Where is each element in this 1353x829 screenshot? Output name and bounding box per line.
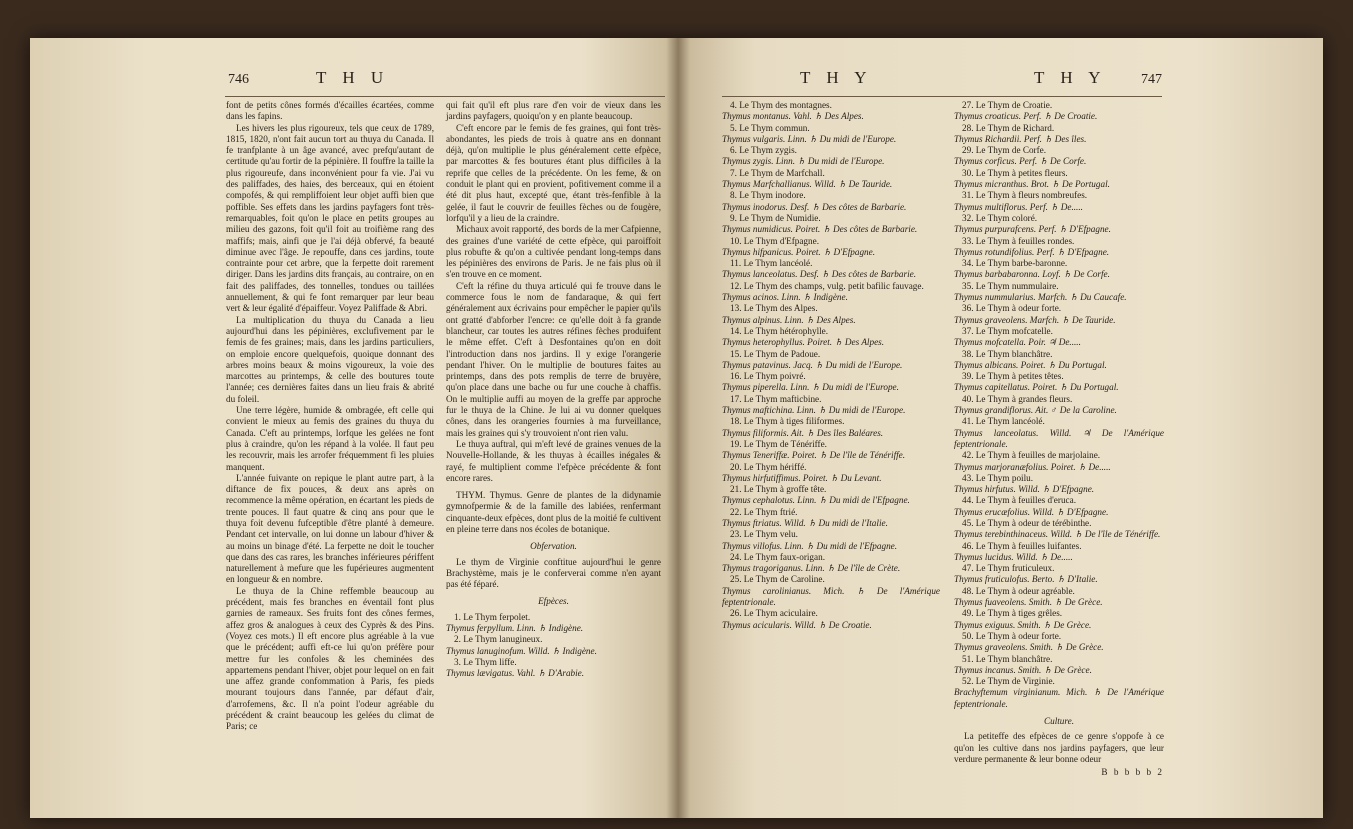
species-name: 13. Le Thym des Alpes. <box>730 303 818 314</box>
species-latin: Thymus vulgaris. Linn. ♄ Du midi de l'Europe. <box>722 133 897 144</box>
species-entry <box>722 394 940 417</box>
species-name: 3. Le Thym liffe. <box>454 656 517 667</box>
species-name: 10. Le Thym d'Efpagne. <box>730 235 819 246</box>
species-entry <box>954 145 1164 168</box>
right-page <box>678 38 1323 818</box>
species-name: 5. Le Thym commun. <box>730 122 810 133</box>
paragraph: L'année fuivante on repique le plant autre part, à la diftance de fix pouces, & deux ans après on recommence la même opération, en écartant les pieds de trente pouces. Il faut quatre & cinq ans pour que le thuya foit devenu fufceptible d'être planté à demeure. Pendant cet intervalle, on lui donne un labour d'hiver & au moins un binage d'été. La ferpette ne doit le toucher que dans des cas rares, les branches inférieures périffent naturellement à mefure que les fupérieures augmentent en longueur & en nombre. <box>226 472 434 585</box>
species-entry <box>954 586 1164 609</box>
left-column-2 <box>446 100 661 680</box>
paragraph: Le thuya auftral, qui m'eft levé de graines venues de la Nouvelle-Hollande, & les thuyas à écailles inégales & rayé, fe multiplient comme l'efpèce précédente & font encore rares. <box>446 438 661 483</box>
species-entry <box>954 281 1164 304</box>
species-latin: Thymus croaticus. Perf. ♄ De Croatie. <box>954 111 1098 122</box>
species-name: 29. Le Thym de Corfe. <box>962 145 1047 156</box>
species-name: 28. Le Thym de Richard. <box>962 122 1055 133</box>
species-entry <box>722 574 940 608</box>
paragraph: Les hivers les plus rigoureux, tels que ceux de 1789, 1815, 1820, n'ont fait aucun tort au thuya du Canada. Il fe tranfplante à un âge avancé, avec prefqu'autant de certitude qu'au fortir de la pépinière. Il fouffre la taille la plus rigoureufe, dans inconvénient pour fa vie. J'ai vu des paliffades, des haies, des berceaux, qui en étoient compofés, & qui rempliffoient leur objet auffi bien que poffible. Ses effets dans les jardins payfagers font très-remarquables, foit qu'on le place en petits groupes au milieu des gazons, foit qu'il foit au troifième rang des maffifs; mais, ainfi que je l'ai déjà obfervé, fa beauté diminue avec l'âge. Je repouffe, dans ces jardins, toute contrainte pour cet arbre, que la ferpette doit rarement diriger. Dans les jardins dits français, au contraire, on en fait des paliffades, des tonnelles, tondues ou taillées annuellement, & qui fe font remarquer par leur beau vert & leur égalité d'épaiffeur. Voyez Paliffade & Abri. <box>226 122 434 314</box>
species-entry <box>722 123 940 146</box>
paragraph: Le thuya de la Chine reffemble beaucoup au précédent, mais fes branches en éventail font plus garnies de rameaux. Ses fruits font des cônes fermes, affez gros & analogues à ceux des Cyprès & des Pins. (Voyez ces mots.) Il eft encore plus agréable à la vue que le précédent; auffi eft-ce lui qu'on préfère pour mettre fur les confoles & les cheminées des appartemens pendant l'hiver, objet pour lequel on en fait une affez grande confommation à Paris, fes pieds mourant toujours dans l'année, par défaut d'air, d'arrofemens, &c. Il n'a point l'odeur agréable du précédent & craint beaucoup les gelées du climat de Paris; ce <box>226 585 434 732</box>
signature-mark: B b b b b 2 <box>1101 767 1164 778</box>
paragraph: La multiplication du thuya du Canada a lieu aujourd'hui dans les pépinières, exclufivement par le femis de fes graines; mais, dans les jardins particuliers, on emploie encore quelquefois, quoique donnant des arbres moins beaux & moins vigoureux, la voie des marcottes au printemps, & celle des boutures toute l'année; ces dernières faites dans un lieu frais & abrité du foleil. <box>226 314 434 404</box>
species-latin: Thymus villofus. Linn. ♄ Du midi de l'Efpagne. <box>722 540 898 551</box>
species-entry <box>722 100 940 123</box>
species-name: 47. Le Thym fruticuleux. <box>962 563 1055 574</box>
species-name: 11. Le Thym lancéolé. <box>730 258 813 269</box>
species-entry <box>722 552 940 575</box>
species-name: 48. Le Thym à odeur agréable. <box>962 585 1075 596</box>
species-latin: Thymus acinos. Linn. ♄ Indigène. <box>722 292 848 303</box>
species-latin: Thymus lanuginofum. Willd. ♄ Indigène. <box>446 645 597 656</box>
section-heading: Obfervation. <box>530 541 577 552</box>
species-name: 22. Le Thym ftrié. <box>730 506 798 517</box>
species-entry <box>954 450 1164 473</box>
species-latin: Thymus acicularis. Willd. ♄ De Croatie. <box>722 619 872 630</box>
left-column-1 <box>226 100 434 733</box>
header-rule-right <box>722 96 1162 97</box>
left-page <box>30 38 678 818</box>
species-entry <box>954 631 1164 654</box>
species-name: 25. Le Thym de Caroline. <box>730 574 825 585</box>
species-name: 6. Le Thym zygis. <box>730 145 797 156</box>
species-entry <box>954 563 1164 586</box>
species-entry <box>954 495 1164 518</box>
species-latin: Thymus Richardii. Perf. ♄ Des îles. <box>954 133 1087 144</box>
species-latin: Thymus mofcatella. Poir. ♃ De..... <box>954 337 1081 348</box>
species-name: 52. Le Thym de Virginie. <box>962 676 1055 687</box>
species-name: 15. Le Thym de Padoue. <box>730 348 821 359</box>
species-name: 38. Le Thym blanchâtre. <box>962 348 1053 359</box>
species-entry <box>954 123 1164 146</box>
paragraph: Une terre légère, humide & ombragée, eft celle qui convient le mieux au femis des graines du thuya du Canada. C'eft au printemps, lorfque les gelées ne font plus à craindre, qu'on les répand à la volée. Il faut peu les recouvrir, mais les arrofer fréquemment fi les pluies manquent. <box>226 405 434 472</box>
species-name: 36. Le Thym à odeur forte. <box>962 303 1062 314</box>
species-entry <box>722 190 940 213</box>
species-name: 44. Le Thym à feuilles d'eruca. <box>962 495 1076 506</box>
species-latin: Thymus graveolens. Smith. ♄ De Grèce. <box>954 642 1104 653</box>
species-name: 23. Le Thym velu. <box>730 529 798 540</box>
species-entry <box>722 608 940 631</box>
species-latin: Thymus filiformis. Ait. ♄ Des îles Baléares. <box>722 427 884 438</box>
species-latin: Thymus numidicus. Poiret. ♄ Des côtes de Barbarie. <box>722 224 918 235</box>
species-latin: Thymus micranthus. Brot. ♄ De Portugal. <box>954 179 1110 190</box>
species-latin: Thymus exiguus. Smith. ♄ De Grèce. <box>954 619 1092 630</box>
species-name: 50. Le Thym à odeur forte. <box>962 630 1062 641</box>
species-name: 34. Le Thym barbe-baronne. <box>962 258 1068 269</box>
species-name: 18. Le Thym à tiges filiformes. <box>730 416 845 427</box>
species-latin: Thymus multiflorus. Perf. ♄ De..... <box>954 201 1083 212</box>
species-latin: Thymus nummularius. Marfch. ♄ Du Caucafe. <box>954 292 1127 303</box>
species-entry <box>722 213 940 236</box>
page-number-left: 746 <box>228 72 249 87</box>
page-number-right: 747 <box>1141 72 1162 87</box>
species-latin: Thymus lucidus. Willd. ♄ De..... <box>954 551 1073 562</box>
species-entry <box>722 416 940 439</box>
species-latin: Thymus ftriatus. Willd. ♄ Du midi de l'Italie. <box>722 517 888 528</box>
species-latin: Thymus terebinthinaceus. Willd. ♄ De l'île de Ténériffe. <box>954 529 1161 540</box>
species-entry <box>954 394 1164 417</box>
species-entry <box>954 608 1164 631</box>
species-name: 16. Le Thym poivré. <box>730 371 806 382</box>
header-rule-left <box>225 96 665 97</box>
species-latin: Thymus hirfutiffimus. Poiret. ♄ Du Levant. <box>722 472 882 483</box>
species-name: 19. Le Thym de Ténériffe. <box>730 438 827 449</box>
paragraph: La petiteffe des efpèces de ce genre s'oppofe à ce qu'on les cultive dans nos jardins payfagers, que leur verdure permanente & leur bonne odeur <box>954 731 1164 764</box>
species-entry <box>954 168 1164 191</box>
species-name: 26. Le Thym aciculaire. <box>730 608 818 619</box>
species-name: 41. Le Thym lancéolé. <box>962 416 1045 427</box>
paragraph: font de petits cônes formés d'écailles écartées, comme dans les fapins. <box>226 100 434 122</box>
species-latin: Thymus grandiflorus. Ait. ♂ De la Caroline. <box>954 405 1117 416</box>
species-name: 39. Le Thym à petites têtes. <box>962 371 1064 382</box>
species-name: 30. Le Thym à petites fleurs. <box>962 167 1068 178</box>
species-latin: Thymus fuaveolens. Smith. ♄ De Grèce. <box>954 597 1103 608</box>
species-entry <box>954 676 1164 710</box>
species-latin: Thymus graveolens. Marfch. ♄ De Tauride. <box>954 314 1116 325</box>
species-entry <box>446 612 661 635</box>
species-entry <box>722 507 940 530</box>
species-name: 37. Le Thym mofcatelle. <box>962 325 1053 336</box>
species-name: 14. Le Thym hétérophylle. <box>730 325 829 336</box>
species-latin: Thymus albicans. Poiret. ♄ Du Portugal. <box>954 359 1107 370</box>
species-latin: Thymus corficus. Perf. ♄ De Corfe. <box>954 156 1087 167</box>
species-name: 49. Le Thym à tiges grêles. <box>962 608 1063 619</box>
right-column-1 <box>722 100 940 631</box>
species-entry <box>954 100 1164 123</box>
species-name: 46. Le Thym à feuilles luifantes. <box>962 540 1082 551</box>
species-entry <box>954 371 1164 394</box>
species-entry <box>722 326 940 349</box>
species-name: 43. Le Thym poilu. <box>962 472 1034 483</box>
species-entry <box>722 349 940 372</box>
running-header-right-1: T H Y <box>800 68 873 87</box>
species-entry <box>954 349 1164 372</box>
species-name: 21. Le Thym à groffe tête. <box>730 484 827 495</box>
species-name: 51. Le Thym blanchâtre. <box>962 653 1053 664</box>
section-heading: Efpèces. <box>538 596 569 607</box>
species-name: 1. Le Thym ferpolet. <box>454 611 531 622</box>
species-name: 8. Le Thym inodore. <box>730 190 806 201</box>
species-entry <box>954 326 1164 349</box>
paragraph: C'eft encore par le femis de fes graines, qui font très-abondantes, les pieds de trois à quatre ans en donnant déjà, qu'on multiplie le plus généralement cette efpèce, par marcottes & fes boutures étant plus difficiles à la reprife que celles de la précédente. On les feme, & on conduit le plant qui en provient, pofitivement comme il a été dit plus haut, excepté que, étant très-fenfible à la gelée, il faut le couvrir de feuilles fèches ou de fougère, lorfqu'il y a lieu de la craindre. <box>446 122 661 223</box>
species-name: 32. Le Thym coloré. <box>962 212 1038 223</box>
paragraph: Michaux avoit rapporté, des bords de la mer Cafpienne, des graines d'une variété de cette efpèce, qui paroiffoit plus robufte & qu'on a cultivée pendant long-temps dans les pépinières des environs de Paris. Je ne fais plus où il s'en trouve en ce moment. <box>446 224 661 280</box>
running-header-left: T H U <box>316 68 390 87</box>
species-latin: Thymus lanceolatus. Willd. ♃ De l'Amérique feptentrionale. <box>954 427 1164 449</box>
species-name: 42. Le Thym à feuilles de marjolaine. <box>962 450 1101 461</box>
species-entry <box>722 145 940 168</box>
species-latin: Thymus hifpanicus. Poiret. ♄ D'Efpagne. <box>722 246 876 257</box>
species-latin: Thymus marjoranæfolius. Poiret. ♄ De..... <box>954 461 1111 472</box>
species-entry <box>722 439 940 462</box>
species-entry <box>722 303 940 326</box>
species-entry <box>722 258 940 281</box>
species-latin: Thymus incanus. Smith. ♄ De Grèce. <box>954 664 1092 675</box>
species-entry <box>954 416 1164 450</box>
species-latin: Thymus zygis. Linn. ♄ Du midi de l'Europe. <box>722 156 885 167</box>
paragraph: Le thym de Virginie conftitue aujourd'hui le genre Brachystème, mais je le conferverai comme n'en ayant pas été féparé. <box>446 556 661 590</box>
species-latin: Thymus erucæfolius. Willd. ♄ D'Efpagne. <box>954 506 1109 517</box>
species-latin: Brachyftemum virginianum. Mich. ♄ De l'Amérique feptentrionale. <box>954 687 1164 709</box>
species-latin: Thymus lanceolatus. Desf. ♄ Des côtes de Barbarie. <box>722 269 917 280</box>
species-latin: Thymus patavinus. Jacq. ♄ Du midi de l'Europe. <box>722 359 903 370</box>
species-name: 27. Le Thym de Croatie. <box>962 100 1053 110</box>
species-entry <box>722 462 940 485</box>
species-entry <box>722 168 940 191</box>
species-entry <box>722 236 940 259</box>
species-latin: Thymus rotundifolius. Perf. ♄ D'Efpagne. <box>954 246 1110 257</box>
species-latin: Thymus heterophyllus. Poiret. ♄ Des Alpes. <box>722 337 885 348</box>
species-latin: Thymus lævigatus. Vahl. ♄ D'Arabie. <box>446 668 585 679</box>
species-entry <box>954 473 1164 496</box>
species-name: 9. Le Thym de Numidie. <box>730 212 821 223</box>
species-name: 24. Le Thym faux-origan. <box>730 551 825 562</box>
species-latin: Thymus maftichina. Linn. ♄ Du midi de l'Europe. <box>722 405 906 416</box>
open-book <box>30 38 1323 818</box>
section-heading: Culture. <box>1043 716 1075 727</box>
book-gutter <box>666 38 690 818</box>
species-latin: Thymus inodorus. Desf. ♄ Des côtes de Barbarie. <box>722 201 907 212</box>
species-list <box>954 100 1164 710</box>
species-latin: Thymus Marfchallianus. Willd. ♄ De Tauride. <box>722 179 893 190</box>
species-latin: Thymus Teneriffæ. Poiret. ♄ De l'île de Ténériffe. <box>722 450 906 461</box>
species-entry <box>954 258 1164 281</box>
species-latin: Thymus tragoriganus. Linn. ♄ De l'île de Crète. <box>722 563 901 574</box>
species-name: 2. Le Thym lanugineux. <box>454 634 543 645</box>
species-entry <box>446 657 661 680</box>
species-name: 4. Le Thym des montagnes. <box>730 100 832 110</box>
species-latin: Thymus montanus. Vahl. ♄ Des Alpes. <box>722 111 864 122</box>
species-latin: Thymus ferpyllum. Linn. ♄ Indigène. <box>446 623 584 634</box>
species-latin: Thymus hirfutus. Willd. ♄ D'Efpagne. <box>954 484 1095 495</box>
species-entry <box>954 236 1164 259</box>
species-entry <box>954 213 1164 236</box>
right-column-2 <box>954 100 1164 779</box>
species-name: 12. Le Thym des champs, vulg. petit bafilic fauvage. <box>730 280 924 291</box>
paragraph: C'eft la réfine du thuya articulé qui fe trouve dans le commerce fous le nom de fandaraque, & qui fert généralement aux écrivains pour empêcher le papier qu'ils ont gratté d'abforber l'encre: ce qu'elle doit à fa grande blancheur, car toutes les autres réfines fèches produifent le même effet. C'eft à Desfontaines qu'on en doit l'introduction dans nos jardins. Il y exige l'orangerie pendant l'hiver. On le multiplie de boutures faites au printemps, dans des pots remplis de terre de bruyère, qu'on place dans une bache ou fur une couche à chaffis. On le multiplie auffi au moyen de la greffe par approche fur le thuya de la Chine. Je lui ai vu donner quelques cônes, dans les orangeries fournies à ma furveillance, mais les graines qui s'y trouvoient n'ont rien valu. <box>446 280 661 438</box>
species-entry <box>722 484 940 507</box>
paragraph: THYM. Thymus. Genre de plantes de la didynamie gymnofpermie & de la famille des labiées, renfermant cinquante-deux efpèces, dont plus de la moitié fe cultivent en pleine terre dans nos écoles de botanique. <box>446 490 661 534</box>
species-name: 40. Le Thym à grandes fleurs. <box>962 393 1073 404</box>
species-latin: Thymus piperella. Linn. ♄ Du midi de l'Europe. <box>722 382 899 393</box>
species-name: 33. Le Thym à feuilles rondes. <box>962 235 1075 246</box>
species-latin: Thymus alpinus. Linn. ♄ Des Alpes. <box>722 314 856 325</box>
species-entry <box>954 541 1164 564</box>
species-name: 45. Le Thym à odeur de térébinthe. <box>962 517 1092 528</box>
species-name: 31. Le Thym à fleurs nombreufes. <box>962 190 1088 201</box>
species-latin: Thymus purpurafcens. Perf. ♄ D'Efpagne. <box>954 224 1111 235</box>
species-latin: Thymus fruticulofus. Berto. ♄ D'Italie. <box>954 574 1098 585</box>
species-entry <box>722 529 940 552</box>
species-name: 17. Le Thym mafticbine. <box>730 393 822 404</box>
species-entry <box>954 303 1164 326</box>
species-entry <box>954 518 1164 541</box>
species-latin: Thymus capitellatus. Poiret. ♄ Du Portugal. <box>954 382 1119 393</box>
species-name: 7. Le Thym de Marfchall. <box>730 167 825 178</box>
species-latin: Thymus barbabaronna. Loyf. ♄ De Corfe. <box>954 269 1110 280</box>
paragraph: qui fait qu'il eft plus rare d'en voir de vieux dans les jardins payfagers, quoiqu'on y en plante beaucoup. <box>446 100 661 122</box>
species-latin: Thymus cephalotus. Linn. ♄ Du midi de l'Efpagne. <box>722 495 910 506</box>
species-entry <box>954 654 1164 677</box>
species-name: 35. Le Thym nummulaire. <box>962 280 1059 291</box>
species-entry <box>722 281 940 304</box>
species-entry <box>954 190 1164 213</box>
running-header-right-2: T H Y <box>1034 68 1107 87</box>
species-entry <box>446 634 661 657</box>
species-name: 20. Le Thym hériffé. <box>730 461 807 472</box>
species-entry <box>722 371 940 394</box>
species-latin: Thymus carolinianus. Mich. ♄ De l'Amérique feptentrionale. <box>722 585 940 608</box>
